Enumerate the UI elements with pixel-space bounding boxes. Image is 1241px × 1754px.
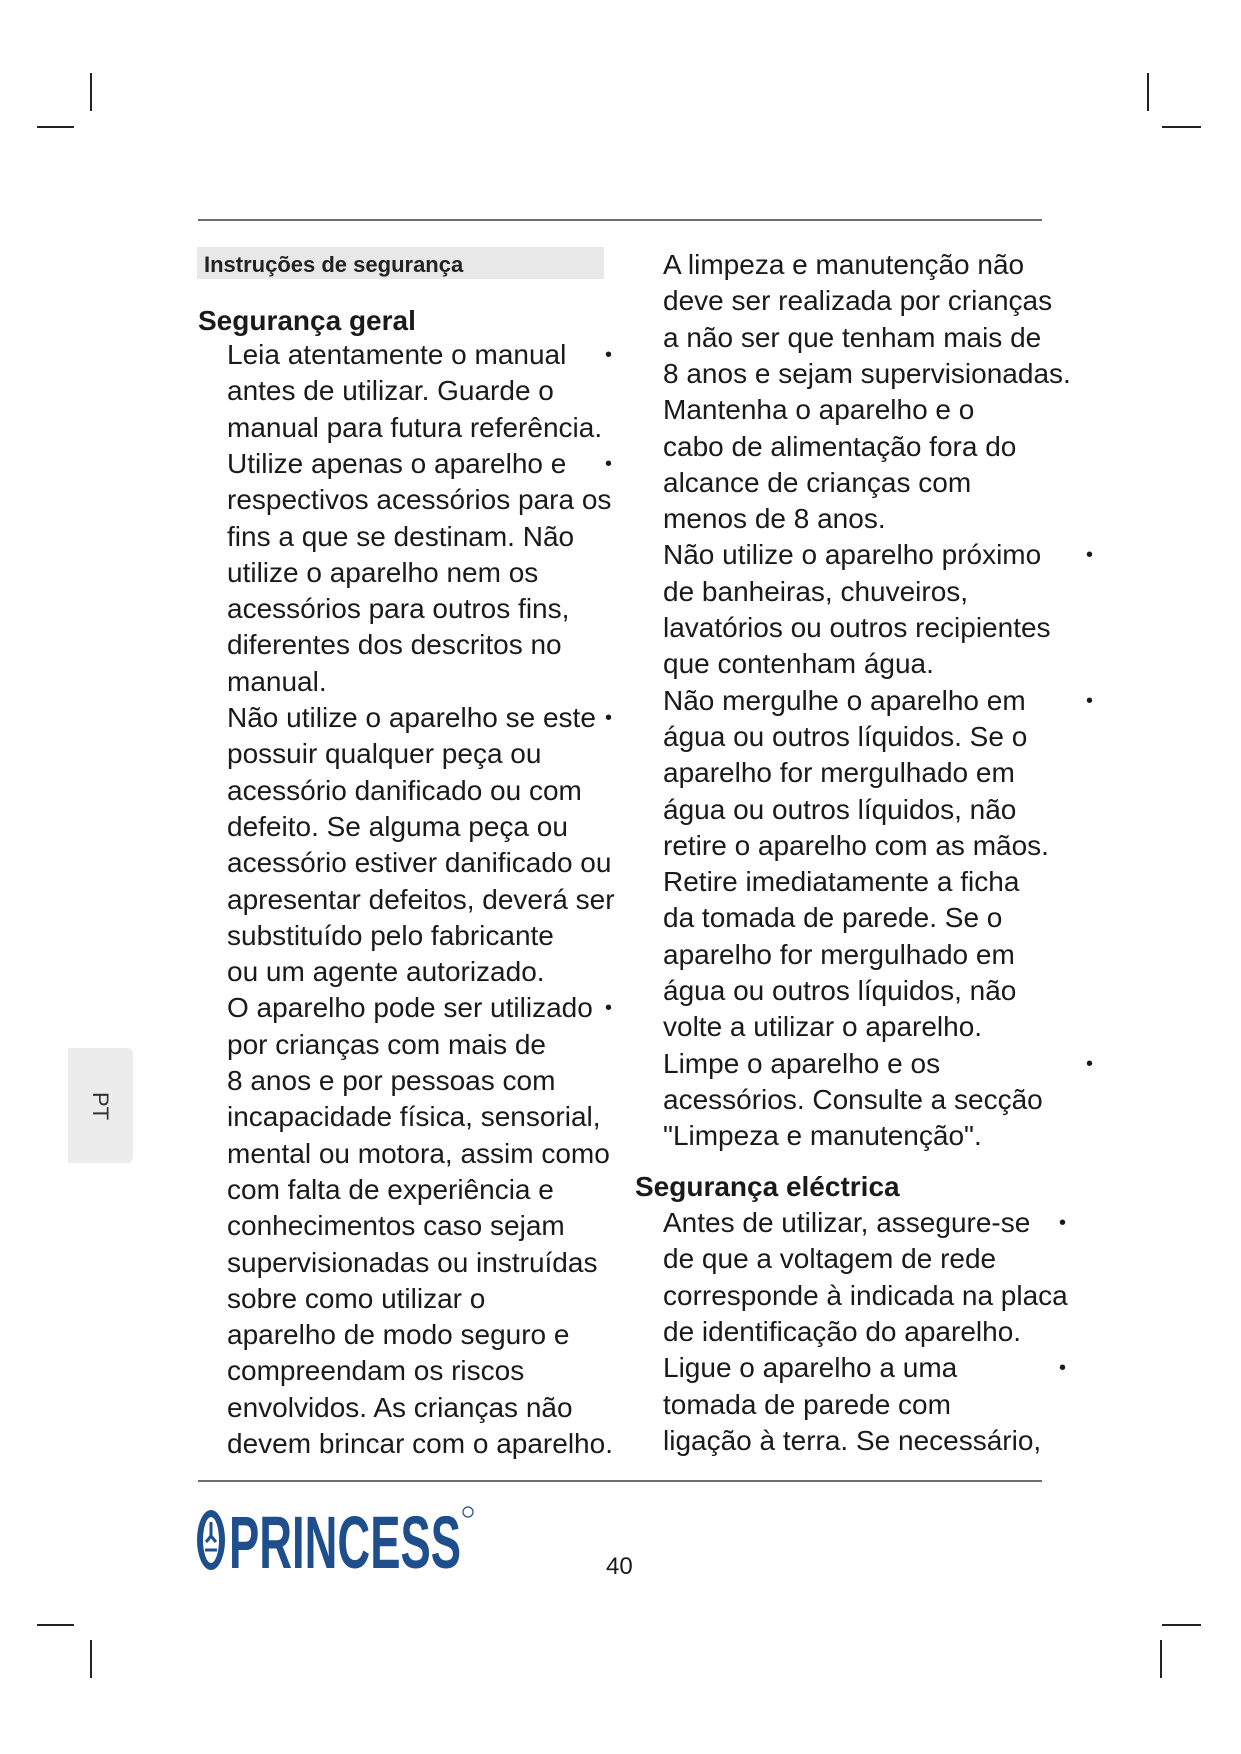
crop-mark: [1162, 1624, 1201, 1626]
crop-mark: [1162, 126, 1201, 128]
svg-text:PRINCESS: PRINCESS: [229, 1501, 461, 1584]
bullet-icon: •: [1086, 544, 1094, 567]
text-line: de que a voltagem de rede: [663, 1243, 997, 1275]
text-line: antes de utilizar. Guarde o: [227, 375, 554, 407]
text-line: aparelho de modo seguro e: [227, 1319, 570, 1351]
text-line: aparelho for mergulhado em: [663, 938, 1015, 970]
text-line: volte a utilizar o aparelho.: [663, 1011, 983, 1043]
bullet-icon: •: [1059, 1357, 1067, 1380]
language-tab-label: PT: [88, 1091, 114, 1121]
bullet-icon: •: [1086, 689, 1094, 712]
bullet-icon: •: [1086, 1052, 1094, 1075]
text-line: da tomada de parede. Se o: [663, 902, 1003, 934]
text-line: retire o aparelho com as mãos.: [663, 829, 1049, 861]
text-line: 8 anos e por pessoas com: [227, 1065, 556, 1096]
text-line: menos de 8 anos.: [663, 503, 886, 535]
language-tab: [68, 1048, 133, 1163]
text-line: substituído pelo fabricante: [227, 919, 554, 951]
text-line: Mantenha o aparelho e o: [663, 394, 975, 426]
text-line: Não mergulhe o aparelho em: [663, 684, 1026, 716]
text-line: acessórios para outros fins,: [227, 593, 570, 625]
text-line: Utilize apenas o aparelho e: [227, 447, 567, 479]
text-line: Não utilize o aparelho próximo: [663, 539, 1042, 571]
text-line: incapacidade física, sensorial,: [227, 1101, 601, 1133]
text-line: deve ser realizada por crianças: [663, 285, 1053, 317]
section-heading: Segurança eléctrica: [635, 1171, 900, 1202]
section-header: [197, 247, 604, 279]
text-line: defeito. Se alguma peça ou: [227, 810, 568, 842]
crop-mark: [90, 1640, 92, 1678]
princess-logo: [196, 1501, 476, 1584]
crop-mark: [37, 126, 74, 128]
text-line: manual.: [227, 665, 327, 697]
bullet-icon: •: [605, 707, 613, 729]
text-line: compreendam os riscos: [227, 1355, 525, 1387]
text-line: mental ou motora, assim como: [227, 1137, 610, 1169]
text-line: com falta de experiência e: [227, 1173, 554, 1205]
text-line: Não utilize o aparelho se este: [227, 702, 596, 733]
crop-mark: [1160, 1640, 1162, 1678]
text-line: utilize o aparelho nem os: [227, 556, 539, 588]
crop-mark: [1147, 73, 1149, 111]
text-line: Ligue o aparelho a uma: [663, 1352, 958, 1384]
text-line: tomada de parede com: [663, 1388, 951, 1420]
text-line: apresentar defeitos, deverá ser: [227, 883, 615, 915]
bullet-icon: •: [605, 344, 613, 366]
text-line: possuir qualquer peça ou: [227, 738, 542, 770]
text-line: sobre como utilizar o: [227, 1282, 486, 1314]
text-line: Leia atentamente o manual: [227, 339, 567, 370]
text-line: envolvidos. As crianças não: [227, 1391, 573, 1423]
text-line: ligação à terra. Se necessário,: [663, 1424, 1042, 1456]
text-line: Antes de utilizar, assegure-se: [663, 1207, 1031, 1238]
text-line: 8 anos e sejam supervisionadas.: [663, 357, 1071, 389]
bottom-rule: [198, 1480, 1042, 1482]
text-line: acessório danificado ou com: [227, 774, 582, 806]
text-line: diferentes dos descritos no: [227, 629, 562, 661]
text-line: por crianças com mais de: [227, 1028, 547, 1060]
text-line: de identificação do aparelho.: [663, 1315, 1022, 1347]
text-line: água ou outros líquidos. Se o: [663, 720, 1028, 752]
text-line: Limpe o aparelho e os: [663, 1047, 941, 1079]
text-line: que contenham água.: [663, 648, 934, 680]
text-line: O aparelho pode ser utilizado: [227, 992, 593, 1024]
crop-mark: [90, 73, 92, 111]
section-header-text: Instruções de segurança: [204, 252, 464, 277]
text-line: respectivos acessórios para os: [227, 484, 612, 516]
text-line: aparelho for mergulhado em: [663, 757, 1015, 789]
bullet-icon: •: [605, 452, 613, 475]
bullet-icon: •: [1059, 1212, 1067, 1234]
page-number: 40: [606, 1553, 633, 1580]
text-line: acessórios. Consulte a secção: [663, 1083, 1043, 1115]
text-line: devem brincar com o aparelho.: [227, 1428, 613, 1459]
text-line: corresponde à indicada na placa: [663, 1279, 1068, 1311]
text-line: alcance de crianças com: [663, 466, 972, 498]
bullet-icon: •: [605, 997, 613, 1020]
text-line: supervisionadas ou instruídas: [227, 1246, 598, 1278]
text-line: lavatórios ou outros recipientes: [663, 612, 1051, 643]
text-line: cabo de alimentação fora do: [663, 430, 1017, 462]
text-line: água ou outros líquidos, não: [663, 975, 1017, 1006]
top-rule: [198, 219, 1042, 221]
text-line: de banheiras, chuveiros,: [663, 575, 969, 607]
text-line: acessório estiver danificado ou: [227, 847, 612, 879]
section-heading: Segurança geral: [198, 305, 416, 336]
crop-mark: [37, 1624, 74, 1626]
text-line: "Limpeza e manutenção".: [663, 1120, 982, 1152]
text-line: fins a que se destinam. Não: [227, 520, 575, 552]
text-line: a não ser que tenham mais de: [663, 321, 1042, 353]
text-line: água ou outros líquidos, não: [663, 793, 1017, 825]
text-line: manual para futura referência.: [227, 411, 603, 443]
text-line: conhecimentos caso sejam: [227, 1210, 565, 1242]
text-line: Retire imediatamente a ficha: [663, 866, 1020, 898]
text-line: A limpeza e manutenção não: [663, 249, 1025, 280]
text-line: ou um agente autorizado.: [227, 956, 545, 988]
